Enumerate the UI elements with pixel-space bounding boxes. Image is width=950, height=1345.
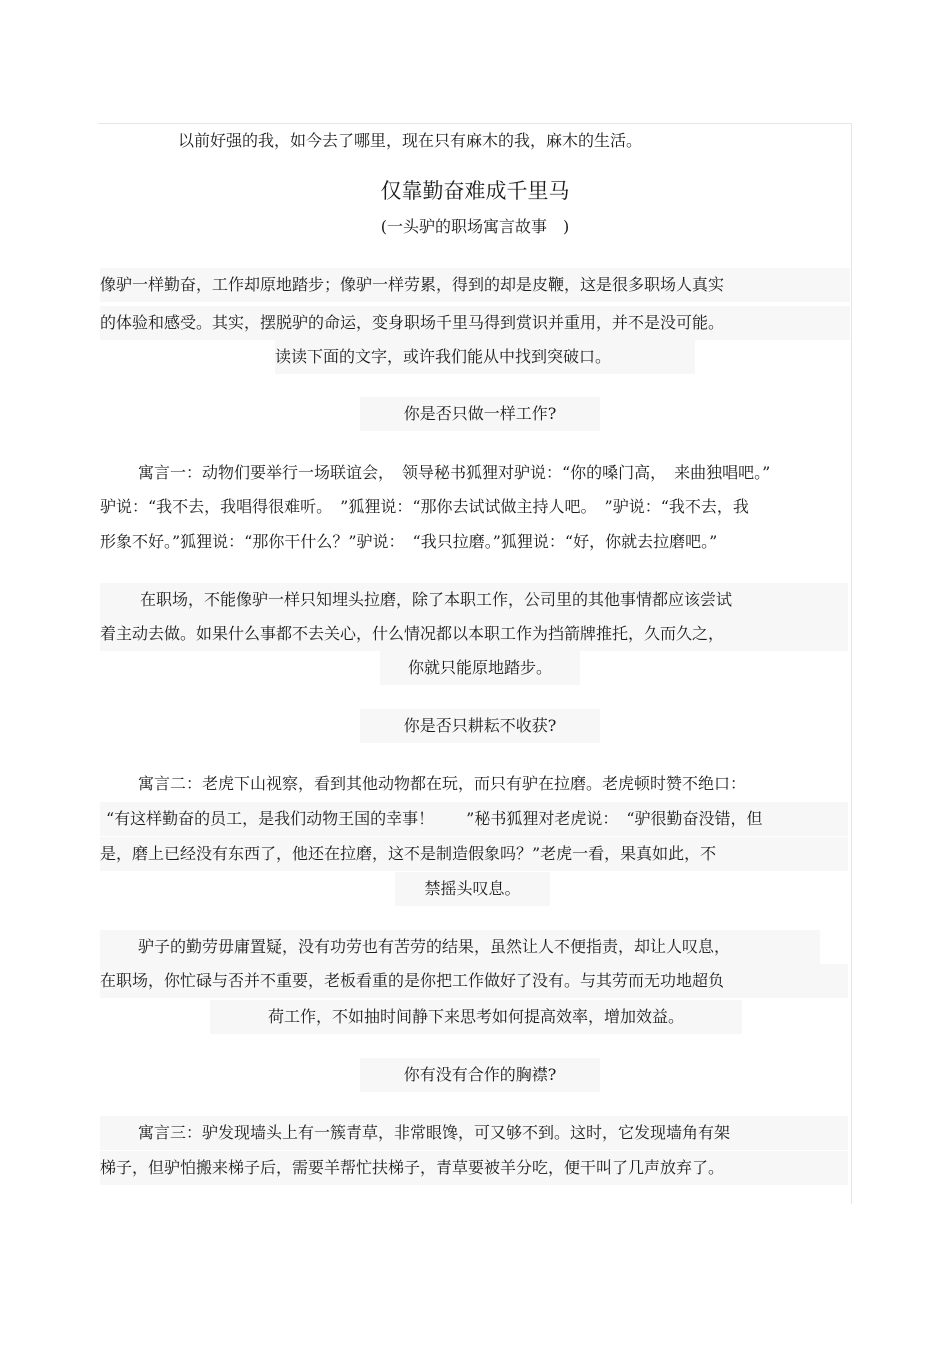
fable-line: “有这样勤奋的员工，是我们动物王国的幸事！ ”秘书狐狸对老虎说： “驴很勤奋没错，但 [100, 802, 848, 836]
fable-line: 是，磨上已经没有东西了，他还在拉磨，这不是制造假象吗？”老虎一看，果真如此，不 [100, 837, 848, 871]
fable-line: 禁摇头叹息。 [395, 872, 550, 906]
comment-line: 荷工作，不如抽时间静下来思考如何提高效率，增加效益。 [210, 1000, 742, 1034]
fable-line: 寓言三：驴发现墙头上有一簇青草，非常眼馋，可又够不到。这时，它发现墙角有架 [100, 1116, 848, 1150]
article-subtitle: (一头驴的职场寓言故事 ) [380, 217, 570, 236]
fable-line: 梯子，但驴怕搬来梯子后，需要羊帮忙扶梯子，青草要被羊分吃，便干叫了几声放弃了。 [100, 1151, 848, 1185]
comment-line: 驴子的勤劳毋庸置疑，没有功劳也有苦劳的结果，虽然让人不便指责，却让人叹息， [100, 930, 820, 964]
fable-line: 形象不好。”狐狸说：“那你干什么？”驴说： “我只拉磨。”狐狸说：“好，你就去拉磨吧。” [100, 532, 718, 551]
lead-line: 像驴一样勤奋，工作却原地踏步；像驴一样劳累，得到的却是皮鞭，这是很多职场人真实 [100, 268, 850, 302]
intro-line: 以前好强的我，如今去了哪里，现在只有麻木的我，麻木的生活。 [178, 131, 643, 150]
fable-line: 寓言二：老虎下山视察，看到其他动物都在玩，而只有驴在拉磨。老虎顿时赞不绝口： [138, 774, 747, 793]
lead-line: 的体验和感受。其实，摆脱驴的命运，变身职场千里马得到赏识并重用，并不是没可能。 [100, 306, 850, 340]
comment-line: 在职场，你忙碌与否并不重要，老板看重的是你把工作做好了没有。与其劳而无功地超负 [100, 964, 848, 998]
fable-line: 驴说：“我不去，我唱得很难听。 ”狐狸说：“那你去试试做主持人吧。 ”驴说：“我不去，我 [100, 497, 749, 516]
comment-line: 你就只能原地踏步。 [380, 651, 580, 685]
section-heading: 你是否只耕耘不收获? [360, 709, 600, 743]
section-heading: 你是否只做一样工作? [360, 397, 600, 431]
comment-line: 着主动去做。如果什么事都不去关心，什么情况都以本职工作为挡箭牌推托，久而久之， [100, 617, 848, 651]
comment-line: 在职场，不能像驴一样只知埋头拉磨，除了本职工作，公司里的其他事情都应该尝试 [100, 583, 848, 617]
section-heading: 你有没有合作的胸襟? [360, 1058, 600, 1092]
article-title: 仅靠勤奋难成千里马 [380, 179, 570, 203]
fable-line: 寓言一：动物们要举行一场联谊会， 领导秘书狐狸对驴说：“你的嗓门高， 来曲独唱吧。” [138, 463, 771, 482]
lead-line: 读读下面的文字，或许我们能从中找到突破口。 [275, 340, 695, 374]
